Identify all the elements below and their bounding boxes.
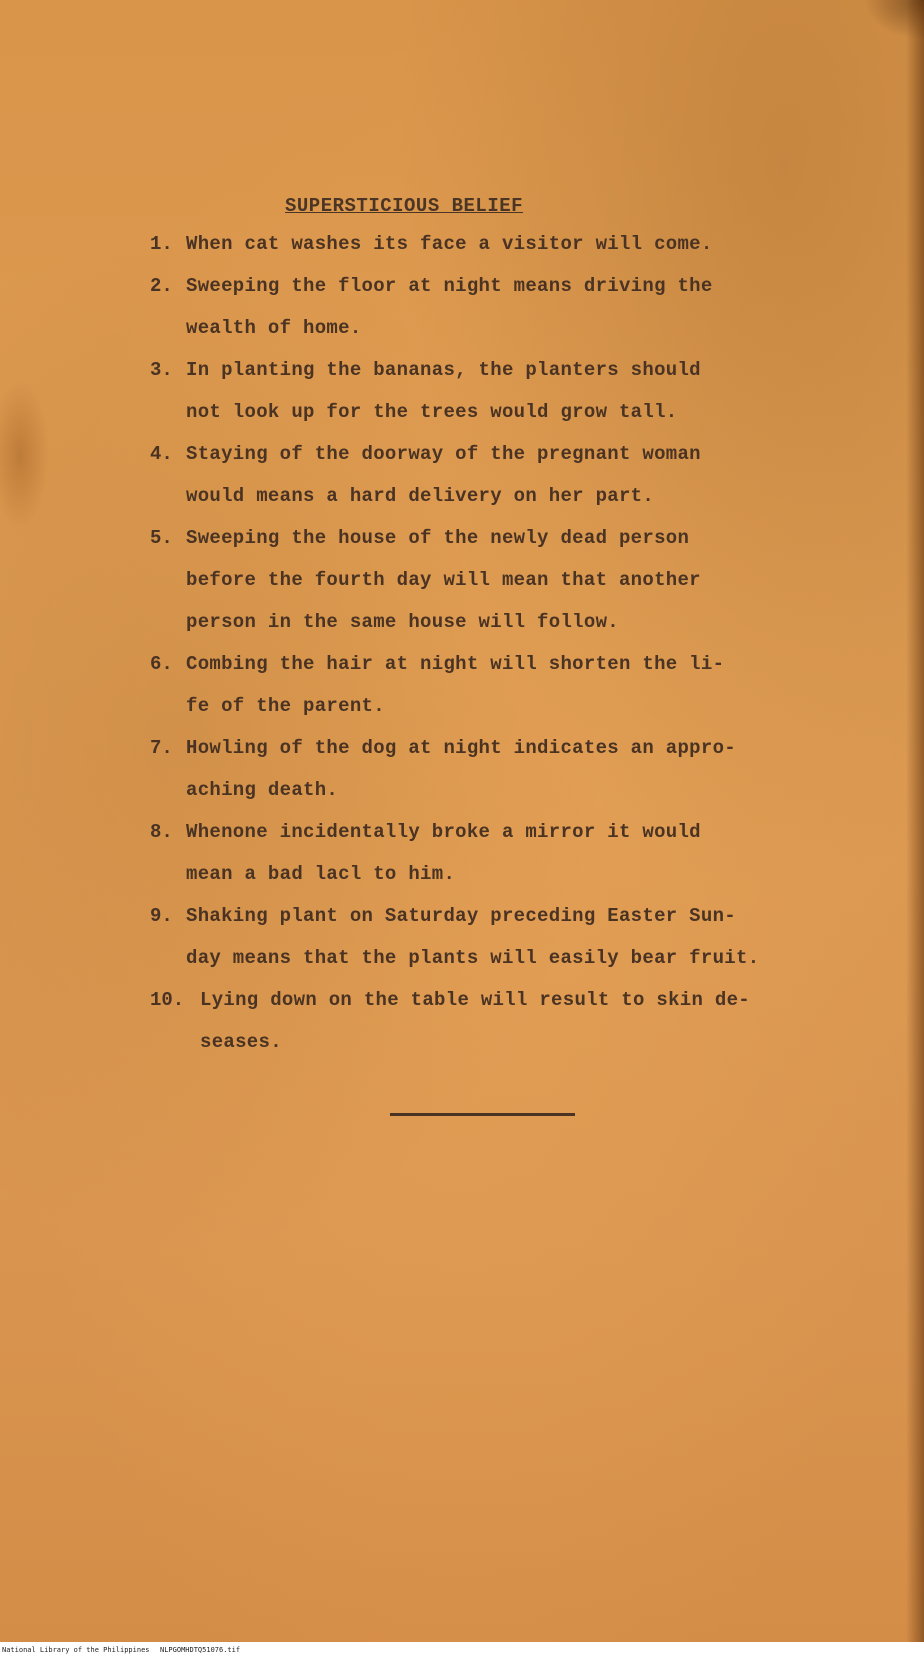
item-number: 3.: [150, 359, 173, 381]
item-number: 7.: [150, 737, 173, 759]
item-text: seases.: [200, 1031, 282, 1053]
item-number: 4.: [150, 443, 173, 465]
item-text: fe of the parent.: [186, 695, 385, 717]
item-number: 9.: [150, 905, 173, 927]
item-number: 2.: [150, 275, 173, 297]
item-text: Shaking plant on Saturday preceding Easter Sun-: [186, 905, 736, 927]
paper-edge-shadow: [906, 0, 924, 1642]
item-text: Howling of the dog at night indicates an appro-: [186, 737, 736, 759]
item-number: 5.: [150, 527, 173, 549]
item-text: wealth of home.: [186, 317, 362, 339]
item-text: mean a bad lacl to him.: [186, 863, 456, 885]
item-number: 8.: [150, 821, 173, 843]
closing-rule: [390, 1113, 575, 1116]
item-text: person in the same house will follow.: [186, 611, 619, 633]
item-text: When cat washes its face a visitor will come.: [186, 233, 713, 255]
item-text: before the fourth day will mean that another: [186, 569, 701, 591]
item-text: Sweeping the house of the newly dead person: [186, 527, 690, 549]
item-text: Whenone incidentally broke a mirror it would: [186, 821, 701, 843]
item-number: 1.: [150, 233, 173, 255]
library-credit: National Library of the Philippines: [2, 1646, 150, 1654]
file-name: NLPGOMHDTQ51076.tif: [160, 1646, 241, 1654]
item-text: would means a hard delivery on her part.: [186, 485, 655, 507]
scan-footer: [0, 1642, 924, 1658]
document-title: SUPERSTICIOUS BELIEF: [285, 195, 524, 217]
item-text: Combing the hair at night will shorten the li-: [186, 653, 725, 675]
item-text: aching death.: [186, 779, 339, 801]
paper-stain: [0, 380, 50, 530]
item-number: 10.: [150, 989, 185, 1011]
item-number: 6.: [150, 653, 173, 675]
item-text: Sweeping the floor at night means driving the: [186, 275, 713, 297]
item-text: Staying of the doorway of the pregnant woman: [186, 443, 701, 465]
item-text: Lying down on the table will result to skin de-: [200, 989, 750, 1011]
item-text: not look up for the trees would grow tall.: [186, 401, 678, 423]
item-text: In planting the bananas, the planters should: [186, 359, 701, 381]
item-text: day means that the plants will easily bear fruit.: [186, 947, 760, 969]
